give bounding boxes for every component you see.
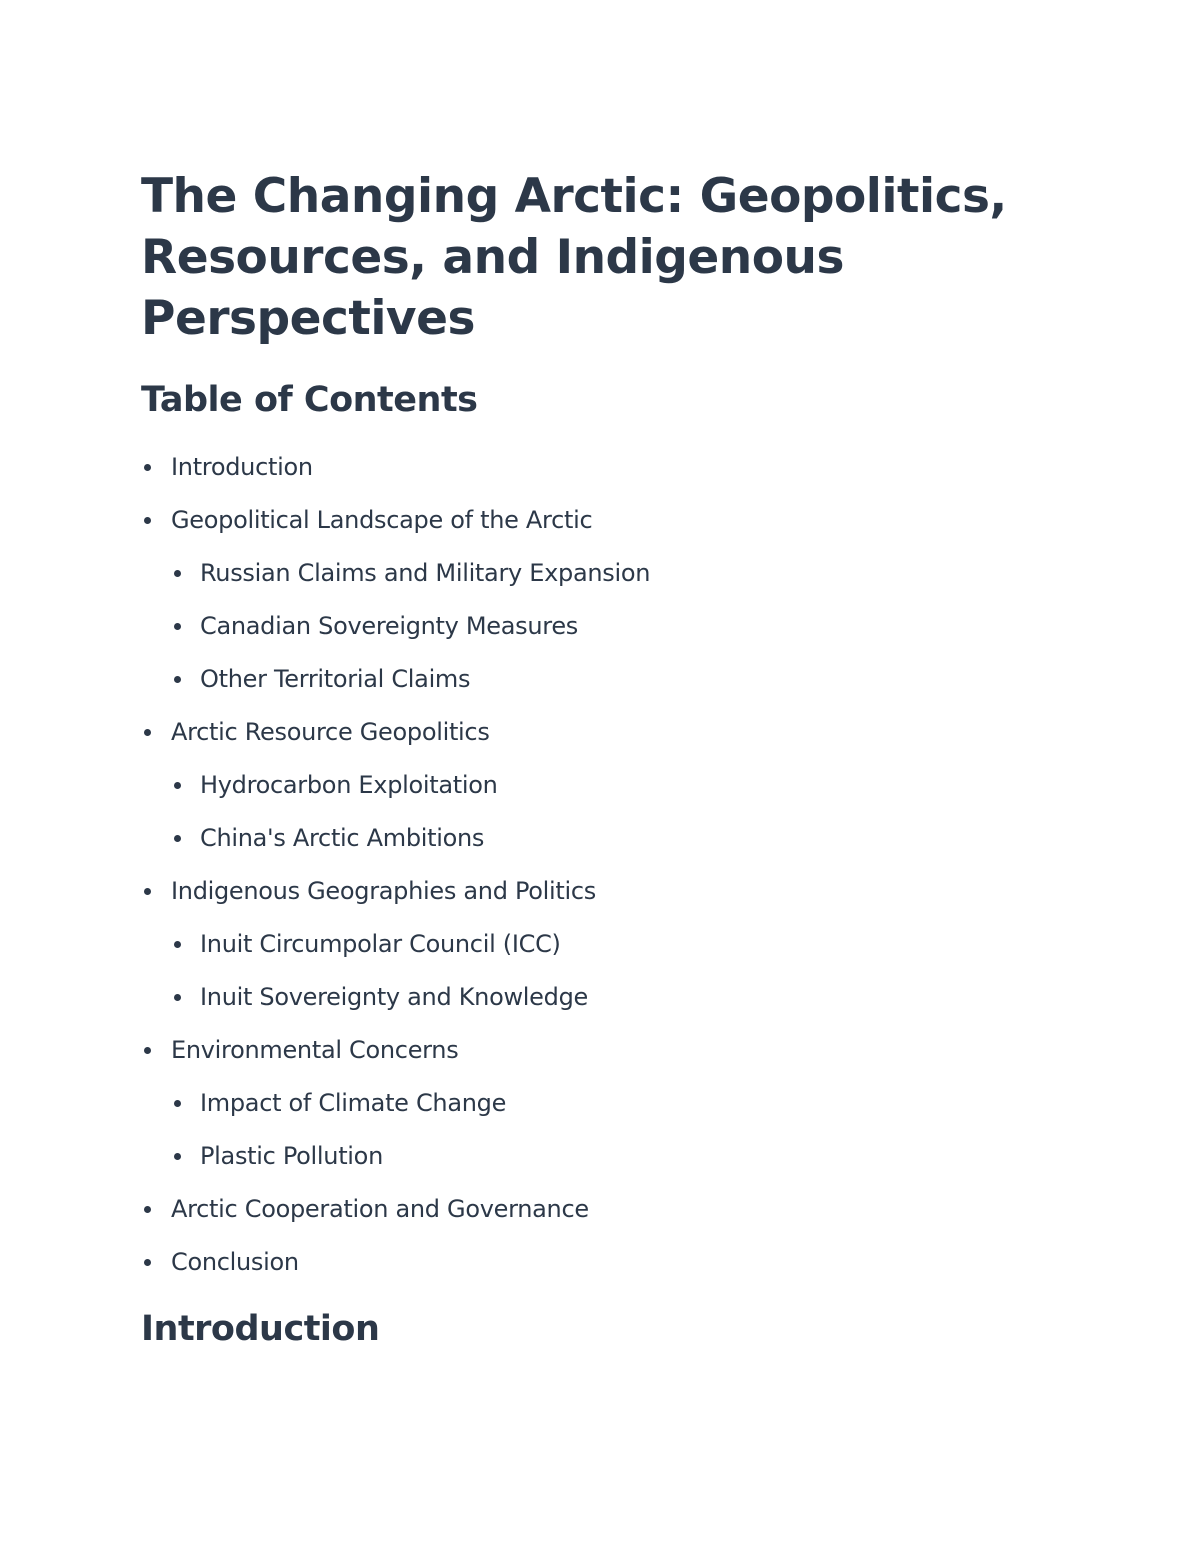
toc-item-label: Other Territorial Claims <box>200 665 471 693</box>
toc-item-label: Arctic Resource Geopolitics <box>171 718 490 746</box>
toc-item-label: Arctic Cooperation and Governance <box>171 1195 589 1223</box>
toc-item[interactable] <box>141 441 650 494</box>
toc-item-label: Plastic Pollution <box>200 1142 383 1170</box>
bullet-icon <box>144 1259 151 1266</box>
toc-item[interactable] <box>141 547 650 600</box>
toc-item-label: Introduction <box>171 453 313 481</box>
toc-item-label: Inuit Sovereignty and Knowledge <box>200 983 588 1011</box>
toc-item[interactable] <box>141 759 650 812</box>
toc-item[interactable] <box>141 494 650 547</box>
bullet-icon <box>144 729 151 736</box>
toc-item-label: China's Arctic Ambitions <box>200 824 485 852</box>
toc-item-label: Environmental Concerns <box>171 1036 459 1064</box>
introduction-heading: Introduction <box>141 1309 380 1349</box>
bullet-icon <box>174 1100 181 1107</box>
bullet-icon <box>144 1047 151 1054</box>
toc-item-label: Canadian Sovereignty Measures <box>200 612 578 640</box>
bullet-icon <box>174 941 181 948</box>
document-title: The Changing Arctic: Geopolitics, Resources, and Indigenous Perspectives <box>141 169 1007 346</box>
toc-heading: Table of Contents <box>141 380 478 420</box>
toc-item-label: Conclusion <box>171 1248 299 1276</box>
toc-item[interactable] <box>141 600 650 653</box>
toc-item[interactable] <box>141 1077 650 1130</box>
bullet-icon <box>174 676 181 683</box>
bullet-icon <box>144 464 151 471</box>
toc-item[interactable] <box>141 1130 650 1183</box>
bullet-icon <box>174 835 181 842</box>
toc-item[interactable] <box>141 971 650 1024</box>
toc-item-label: Impact of Climate Change <box>200 1089 507 1117</box>
bullet-icon <box>174 994 181 1001</box>
toc-item[interactable] <box>141 706 650 759</box>
toc-item[interactable] <box>141 1183 650 1236</box>
toc-item-label: Inuit Circumpolar Council (ICC) <box>200 930 561 958</box>
toc-item[interactable] <box>141 1236 650 1289</box>
bullet-icon <box>174 623 181 630</box>
bullet-icon <box>144 888 151 895</box>
bullet-icon <box>174 570 181 577</box>
toc-item[interactable] <box>141 1024 650 1077</box>
table-of-contents <box>141 441 650 1289</box>
bullet-icon <box>144 517 151 524</box>
bullet-icon <box>144 1206 151 1213</box>
toc-item-label: Geopolitical Landscape of the Arctic <box>171 506 593 534</box>
toc-item-label: Indigenous Geographies and Politics <box>171 877 596 905</box>
toc-item[interactable] <box>141 812 650 865</box>
bullet-icon <box>174 1153 181 1160</box>
bullet-icon <box>174 782 181 789</box>
toc-item[interactable] <box>141 653 650 706</box>
toc-item-label: Russian Claims and Military Expansion <box>200 559 651 587</box>
toc-item-label: Hydrocarbon Exploitation <box>200 771 498 799</box>
toc-item[interactable] <box>141 865 650 918</box>
toc-item[interactable] <box>141 918 650 971</box>
